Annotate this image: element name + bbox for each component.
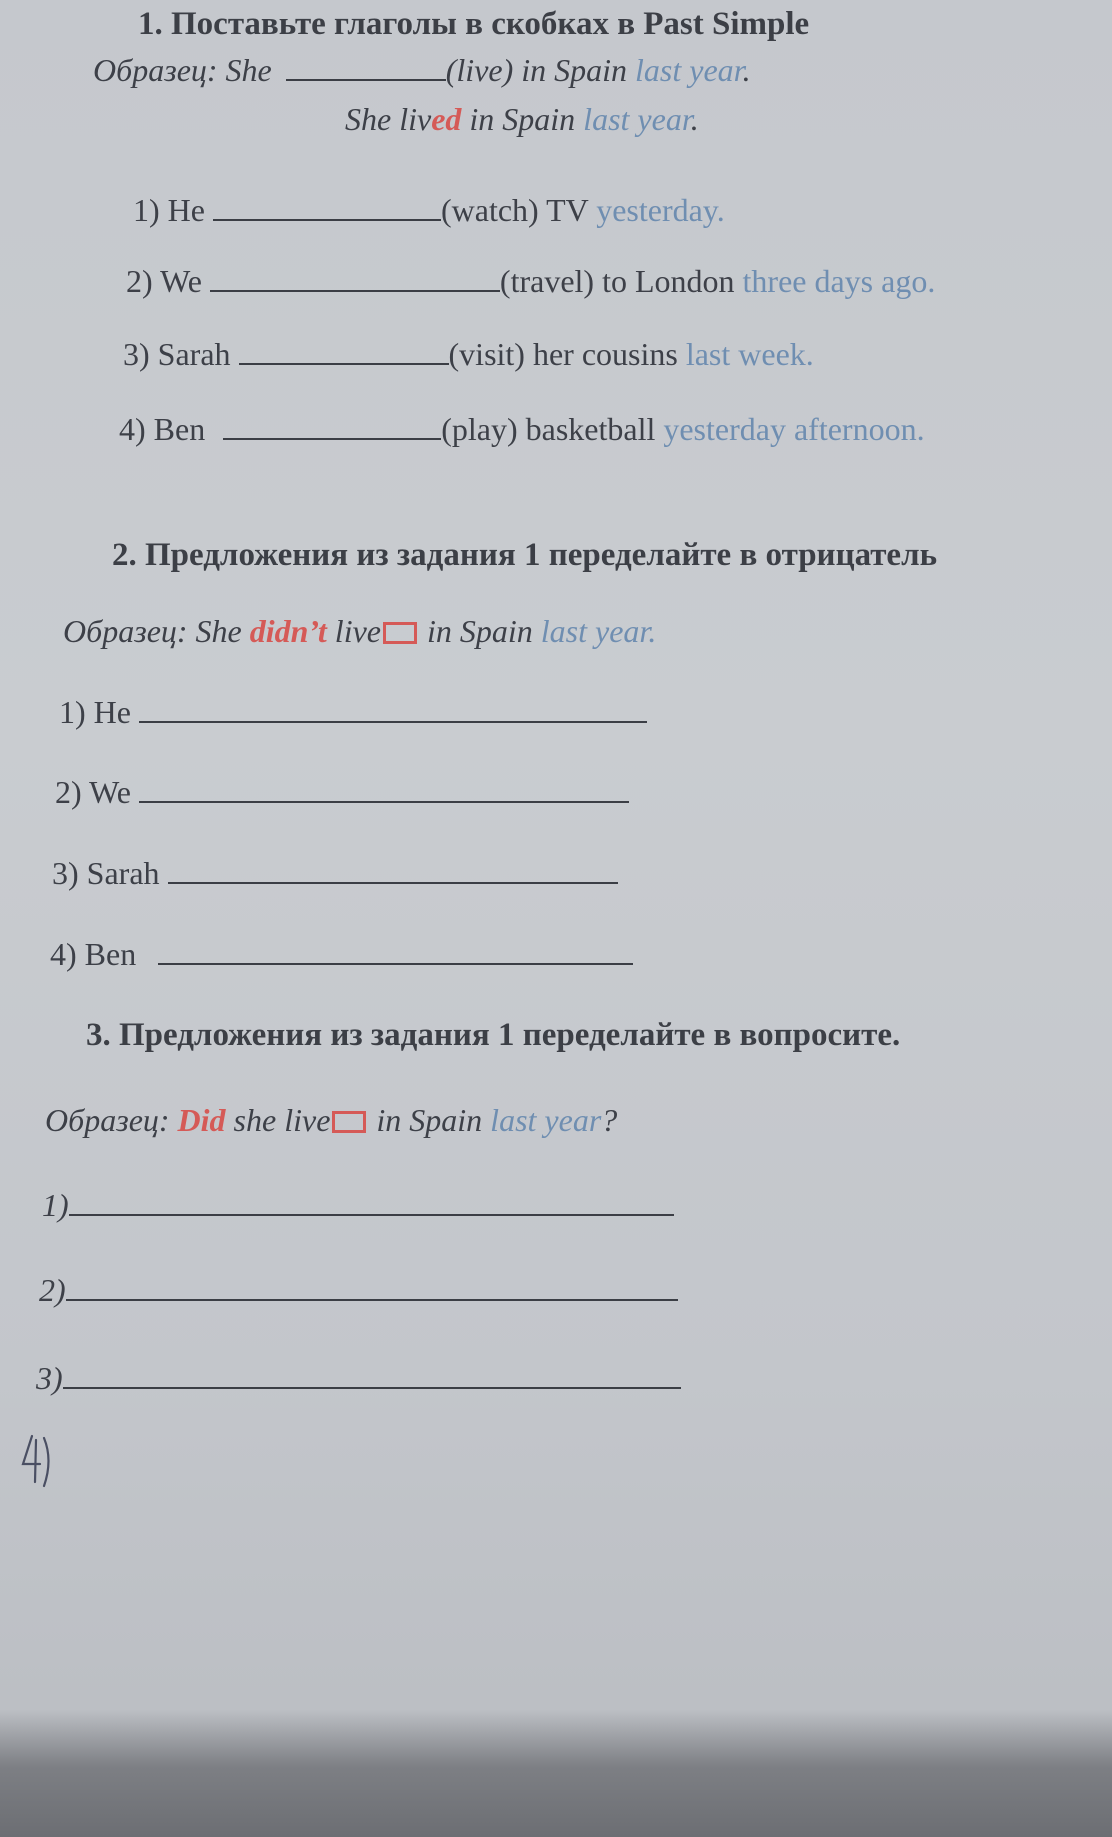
task3-item-2 [39, 1272, 678, 1309]
task2-sample-end: . [648, 613, 657, 649]
task1-item-4 [119, 411, 925, 448]
task2-item-lead: 1) He [59, 694, 131, 730]
task1-item-verb: (play) basketball [441, 411, 656, 447]
task1-answer-mid: in Spain [461, 101, 584, 137]
task1-answer-end: . [690, 101, 699, 137]
task1-item-lead: 3) Sarah [123, 336, 231, 372]
task1-item-verb: (watch) TV [440, 192, 589, 228]
task2-sample-mid: in Spain [418, 613, 541, 649]
task1-item-verb: (visit) her cousins [448, 336, 678, 372]
task1-item-time: three days ago. [742, 263, 936, 299]
task1-item-time: yesterday afternoon. [663, 411, 925, 447]
answer-line[interactable] [139, 775, 629, 803]
task2-item-2 [55, 774, 629, 811]
task3-item-3 [36, 1360, 681, 1397]
task2-item-lead: 2) We [55, 774, 131, 810]
task2-sample-neg: didn’t [249, 613, 327, 649]
task3-sample-mid: in Spain [368, 1102, 491, 1138]
task1-item-lead: 4) Ben [119, 411, 206, 447]
task3-item-lead: 1) [42, 1187, 69, 1223]
answer-blank[interactable] [210, 264, 500, 292]
task1-item-lead: 2) We [126, 263, 202, 299]
task1-sample-verb: (live) in Spain [445, 52, 628, 88]
task3-item-lead: 3) [36, 1360, 63, 1396]
task1-sample-blank [286, 53, 446, 81]
task1-item-1 [133, 192, 725, 229]
task1-answer-start: She liv [345, 101, 432, 137]
task1-answer-time: last year [583, 101, 691, 137]
answer-blank[interactable] [213, 193, 441, 221]
task1-item-lead: 1) He [133, 192, 205, 228]
answer-line[interactable] [66, 1273, 678, 1301]
task1-item-time: yesterday. [596, 192, 725, 228]
task2-item-lead: 4) Ben [50, 936, 137, 972]
task3-sample-aux: Did [177, 1102, 226, 1138]
task2-item-lead: 3) Sarah [52, 855, 160, 891]
task2-title: 2. Предложения из задания 1 переделайте в отрицатель [112, 537, 938, 573]
task1-item-verb: (travel) to London [499, 263, 735, 299]
empty-ending-box [383, 622, 417, 644]
task1-item-time: last week. [685, 336, 814, 372]
answer-line[interactable] [69, 1188, 674, 1216]
task3-sample-verb: she live [225, 1102, 331, 1138]
answer-line[interactable] [158, 937, 633, 965]
task3-sample [45, 1102, 617, 1139]
task3-sample-end: ? [601, 1102, 618, 1138]
task1-answer-ending: ed [431, 101, 462, 137]
answer-line[interactable] [139, 695, 647, 723]
task2-item-1 [59, 694, 647, 731]
task1-item-2 [126, 263, 935, 300]
task1-sample-answer [345, 101, 699, 138]
bottom-shadow [0, 1710, 1112, 1837]
task2-sample-label: Образец: She [63, 613, 250, 649]
task1-sample-label: Образец: She [93, 52, 272, 88]
task1-item-3 [123, 336, 814, 373]
task3-title: 3. Предложения из задания 1 переделайте в вопросите. [86, 1017, 901, 1053]
task3-item-1 [42, 1187, 674, 1224]
task2-sample-verb: live [326, 613, 381, 649]
task3-sample-time: last year [490, 1102, 602, 1138]
handwritten-note-4 [20, 1430, 54, 1490]
task2-sample [63, 613, 656, 650]
task2-item-3 [52, 855, 618, 892]
task3-sample-label: Образец: [45, 1102, 178, 1138]
task1-sample-end: . [742, 52, 751, 88]
task3-item-lead: 2) [39, 1272, 66, 1308]
task1-title: 1. Поставьте глаголы в скобках в Past Simple [138, 6, 810, 42]
answer-blank[interactable] [223, 412, 441, 440]
task1-sample-time: last year [635, 52, 743, 88]
task1-sample [93, 52, 751, 89]
answer-blank[interactable] [239, 337, 449, 365]
empty-ending-box [332, 1111, 366, 1133]
answer-line[interactable] [168, 856, 618, 884]
task2-item-4 [50, 936, 633, 973]
answer-line[interactable] [63, 1361, 681, 1389]
task2-sample-time: last year [540, 613, 649, 649]
